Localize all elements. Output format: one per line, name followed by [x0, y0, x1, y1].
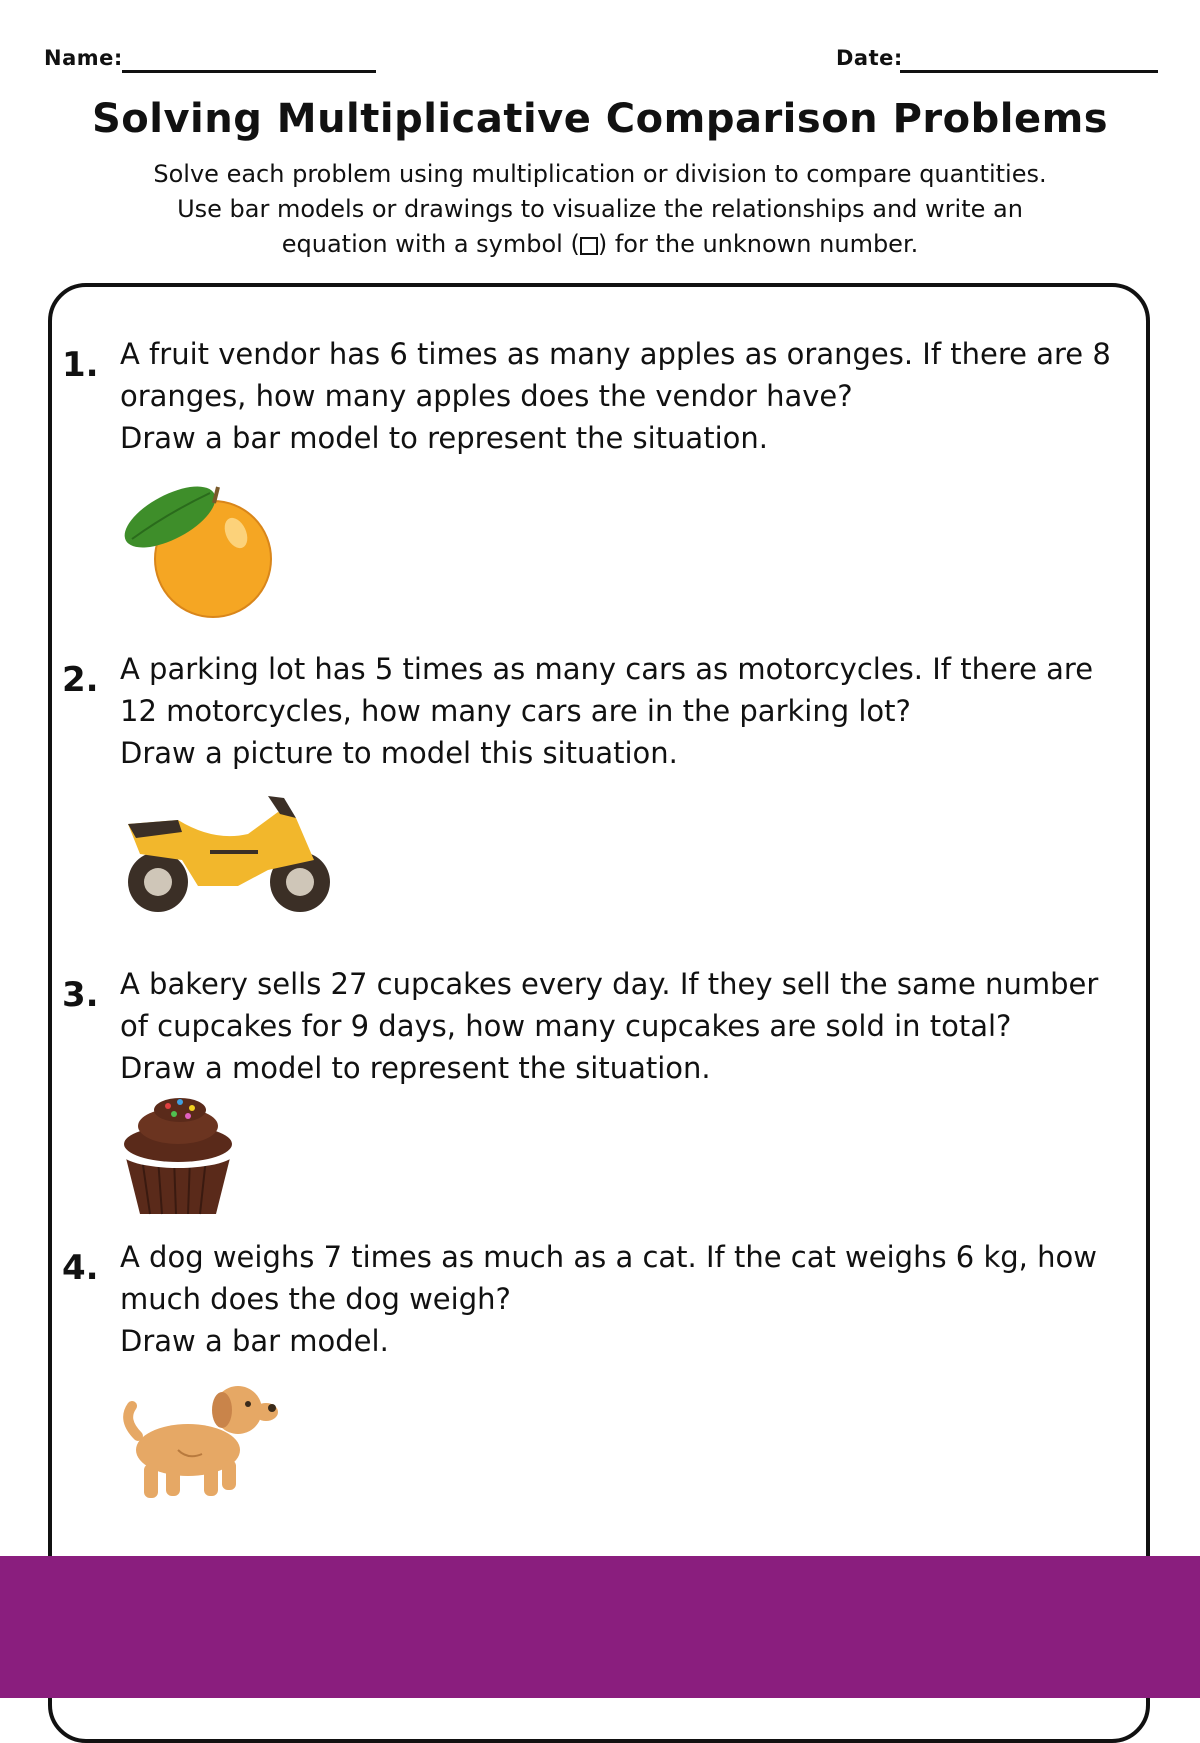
problem-number: 4.: [62, 1248, 99, 1288]
instructions-line-1: Solve each problem using multiplication or division to compare quantities.: [153, 160, 1047, 188]
problem-text-line: 12 motorcycles, how many cars are in the parking lot?: [120, 694, 911, 728]
problem-text-line: Draw a picture to model this situation.: [120, 736, 678, 770]
name-field[interactable]: [122, 70, 376, 73]
problem-text-line: A fruit vendor has 6 times as many apples as oranges. If there are 8: [120, 337, 1111, 371]
footer-band: [0, 1556, 1200, 1698]
problem-text: [120, 333, 1120, 459]
problem-text-line: Draw a model to represent the situation.: [120, 1051, 711, 1085]
instructions-line-3-start: equation with a symbol (: [281, 230, 580, 258]
unknown-box-symbol-icon: [580, 237, 598, 255]
problem-text-line: A parking lot has 5 times as many cars as motorcycles. If there are: [120, 652, 1094, 686]
problem-text: [120, 1236, 1120, 1362]
problem-number: 1.: [62, 345, 99, 385]
problem-text-line: of cupcakes for 9 days, how many cupcakes are sold in total?: [120, 1009, 1012, 1043]
problem-1: [62, 333, 1122, 623]
date-field[interactable]: [900, 70, 1158, 73]
problem-text-line: A dog weighs 7 times as much as a cat. If the cat weighs 6 kg, how: [120, 1240, 1097, 1274]
cupcake-icon: [118, 1096, 238, 1218]
header-row: [0, 40, 1200, 80]
problem-number: 3.: [62, 975, 99, 1015]
problem-text: [120, 648, 1120, 774]
date-label: Date:: [836, 46, 903, 70]
instructions: [100, 157, 1100, 262]
orange-icon: [118, 481, 278, 621]
motorcycle-icon: [118, 790, 332, 920]
problem-text: [120, 963, 1120, 1089]
name-label: Name:: [44, 46, 123, 70]
problem-text-line: oranges, how many apples does the vendor have?: [120, 379, 853, 413]
problem-2: [62, 648, 1122, 938]
instructions-line-2: Use bar models or drawings to visualize the relationships and write an: [177, 195, 1023, 223]
problem-text-line: Draw a bar model.: [120, 1324, 389, 1358]
instructions-line-3-end: ) for the unknown number.: [597, 230, 919, 258]
instructions-line-3: [100, 227, 1100, 262]
problem-3: [62, 963, 1122, 1223]
problem-4: [62, 1236, 1122, 1506]
page-title: Solving Multiplicative Comparison Problems: [91, 96, 1109, 142]
dog-icon: [118, 1380, 278, 1504]
problem-text-line: Draw a bar model to represent the situation.: [120, 421, 768, 455]
problem-text-line: much does the dog weigh?: [120, 1282, 511, 1316]
problem-text-line: A bakery sells 27 cupcakes every day. If they sell the same number: [120, 967, 1099, 1001]
problem-number: 2.: [62, 660, 99, 700]
